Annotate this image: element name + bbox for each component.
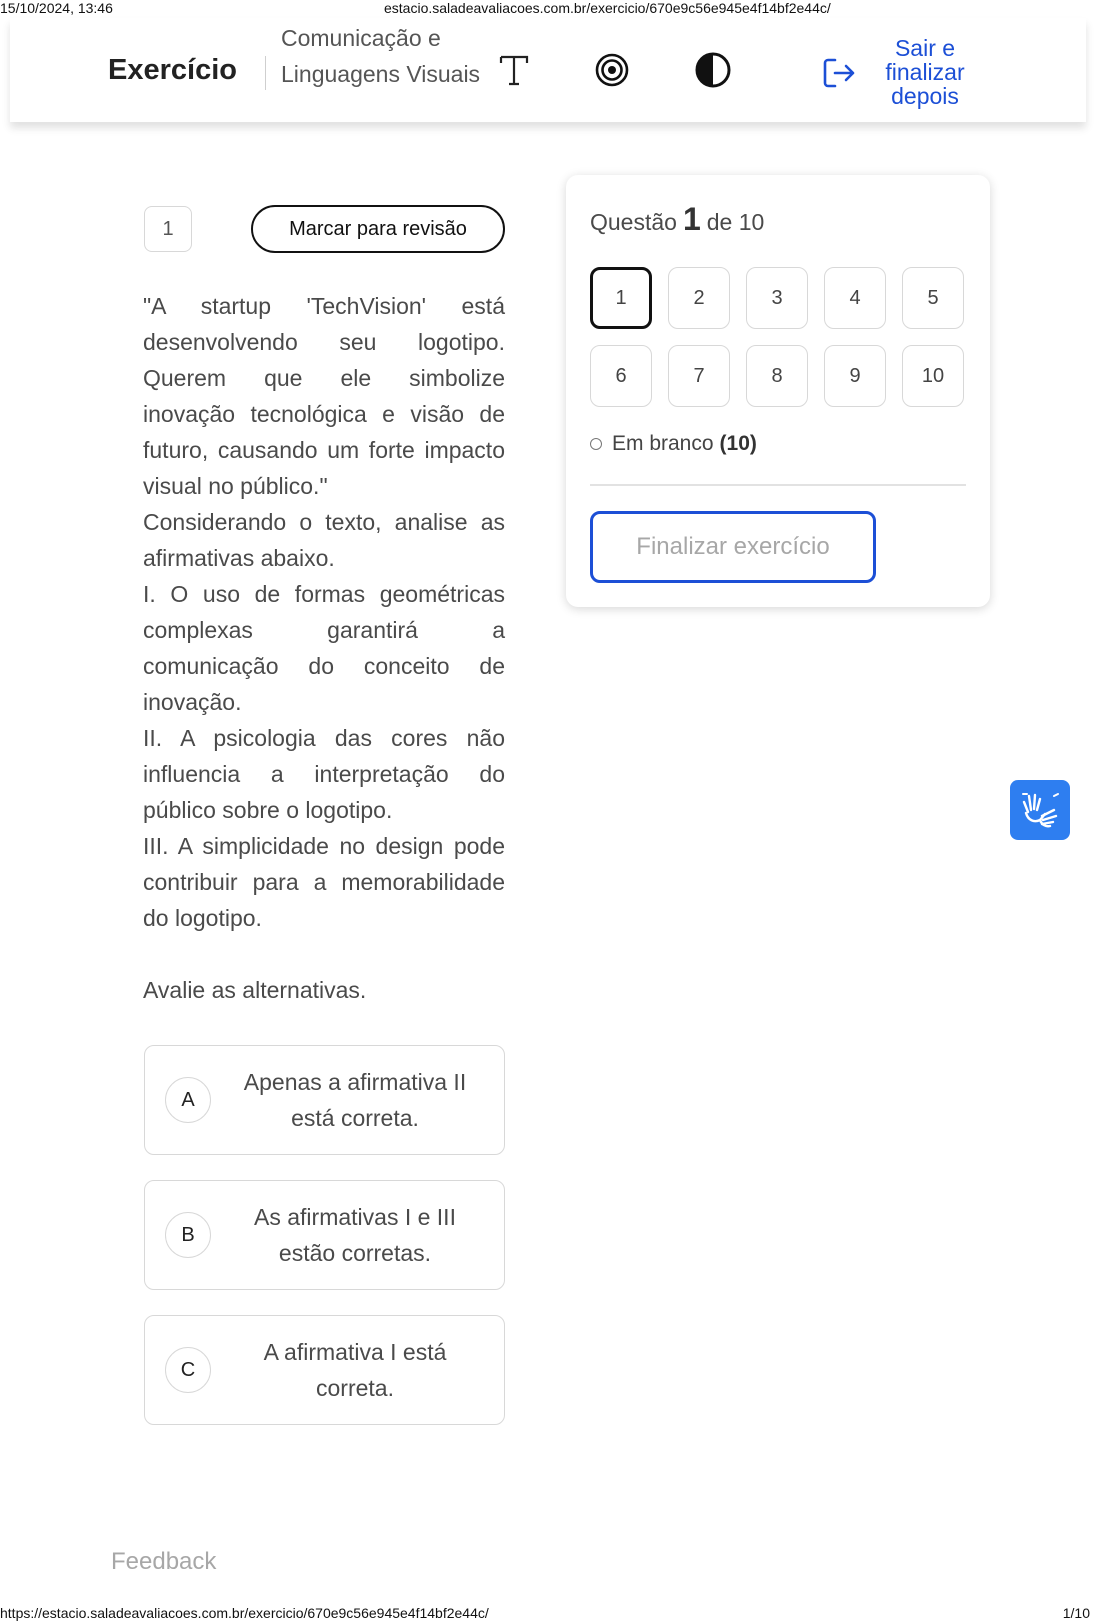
question-nav-2[interactable]: 2 [668,267,730,329]
print-footer [0,1605,1094,1623]
print-footer-url: https://estacio.saladeavaliacoes.com.br/exercicio/670e9c56e945e4f14bf2e44c/ [0,1605,489,1621]
question-context: "A startup 'TechVision' está desenvolvendo seu logotipo. Querem que ele simbolize inovação tecnológica e visão de futuro, causando um forte impacto visual no público." [143,293,505,499]
option-text: As afirmativas I e III estão corretas. [254,1204,456,1266]
blank-status-count: (10) [719,432,757,455]
option-b[interactable] [144,1180,505,1290]
question-nav-6[interactable]: 6 [590,345,652,407]
finish-exercise-button[interactable]: Finalizar exercício [590,511,876,583]
mark-for-review-button[interactable]: Marcar para revisão [251,205,505,253]
statement-3: III. A simplicidade no design pode contribuir para a memorabilidade do logotipo. [143,833,505,931]
exit-button[interactable] [822,36,1002,112]
statement-2: II. A psicologia das cores não influencia a interpretação do público sobre o logotipo. [143,725,505,823]
option-text: Apenas a afirmativa II está correta. [243,1069,467,1131]
text-size-icon[interactable] [492,48,536,92]
question-nav-1[interactable]: 1 [590,267,652,329]
top-header [10,18,1086,122]
feedback-link[interactable]: Feedback [111,1548,217,1575]
blank-status [590,432,757,456]
option-letter: A [165,1077,211,1123]
question-navigator-panel [566,175,990,607]
question-nav-7[interactable]: 7 [668,345,730,407]
contrast-icon[interactable] [691,48,735,92]
question-instruction: Considerando o texto, analise as afirmativas abaixo. [143,509,505,571]
question-nav-9[interactable]: 9 [824,345,886,407]
page-title: Exercício [108,54,237,86]
question-nav-4[interactable]: 4 [824,267,886,329]
exit-label: Sair e finalizar depois [885,35,965,109]
circle-icon [590,438,602,450]
option-c[interactable] [144,1315,505,1425]
question-prompt: Avalie as alternativas. [143,977,367,1003]
question-counter-suffix: de 10 [706,209,765,235]
question-text [143,288,505,1008]
sign-language-icon [1020,790,1060,830]
question-nav-10[interactable]: 10 [902,345,964,407]
question-nav-5[interactable]: 5 [902,267,964,329]
print-url: estacio.saladeavaliacoes.com.br/exercicio/670e9c56e945e4f14bf2e44c/ [384,0,831,16]
exit-icon [822,56,856,90]
question-counter-current: 1 [682,201,701,237]
blank-status-label: Em branco [612,432,714,455]
question-counter [590,201,764,238]
header-divider [265,56,266,90]
print-page-number: 1/10 [1062,1605,1090,1621]
option-a[interactable] [144,1045,505,1155]
option-letter: C [165,1347,211,1393]
question-number: 1 [144,206,192,252]
target-icon[interactable] [590,48,634,92]
subject-title: Comunicação e Linguagens Visuais [281,25,481,87]
print-header [0,0,1094,16]
question-counter-prefix: Questão [590,209,677,235]
print-datetime: 15/10/2024, 13:46 [0,0,113,16]
question-nav-3[interactable]: 3 [746,267,808,329]
sign-language-button[interactable] [1010,780,1070,840]
statement-1: I. O uso de formas geométricas complexas garantirá a comunicação do conceito de inovação. [143,581,505,715]
option-text: A afirmativa I está correta. [263,1339,447,1401]
question-nav-8[interactable]: 8 [746,345,808,407]
panel-divider [590,484,966,486]
option-letter: B [165,1212,211,1258]
